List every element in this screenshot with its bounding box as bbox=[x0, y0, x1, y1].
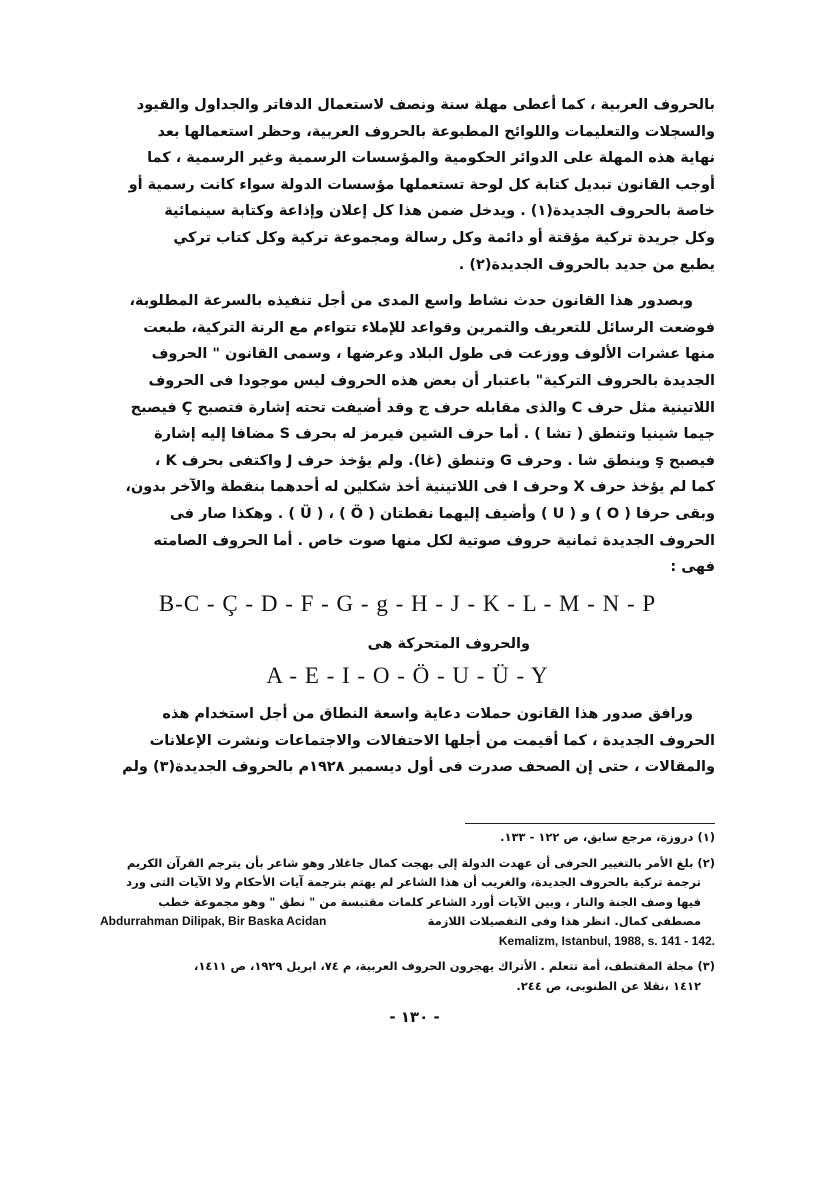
text-line: ورافق صدور هذا القانون حملات دعاية واسعة النطاق من أجل استخدام هذه bbox=[162, 706, 693, 723]
footnote-line: ترجمة تركية بالحروف الجديدة، والغريب أن هذا الشاعر لم يهتم بترجمة آيات الأحكام ولا الآيات التى ورد bbox=[126, 875, 701, 889]
text-line: وبصدور هذا القانون حدث نشاط واسع المدى من أجل تنفيذه بالسرعة المطلوبة، bbox=[129, 293, 693, 310]
text-line: نهاية هذه المهلة على الدوائر الحكومية والمؤسسات الرسمية وغير الرسمية ، كما bbox=[147, 150, 715, 167]
footnote-divider bbox=[465, 823, 715, 824]
text-line: خاصة بالحروف الجديدة(١) . ويدخل ضمن هذا كل إعلان وإذاعة وكتابة سينمائية bbox=[164, 203, 715, 220]
text-line: وكل جريدة تركية مؤقتة أو دائمة وكل رسالة ومجموعة تركية وكل كتاب تركي bbox=[173, 229, 715, 246]
paragraph-2 bbox=[100, 288, 715, 581]
text-line: الحروف الجديدة ، كما أقيمت من أجلها الاحتفالات والاجتماعات ونشرت الإعلانات bbox=[149, 732, 715, 749]
text-line: الجديدة بالحروف التركية" باعتبار أن بعض هذه الحروف ليس موجودا فى الحروف bbox=[148, 372, 715, 389]
text-line: كما لم يؤخذ حرف X وحرف I فى اللاتينية أخذ شكلين له أحدهما بنقطة والآخر بدون، bbox=[125, 479, 715, 496]
footnote-text: مصطفى كمال. انظر هذا وفى التفصيلات اللازمة bbox=[427, 914, 701, 928]
paragraph-3 bbox=[100, 701, 715, 781]
text-line: والمقالات ، حتى إن الصحف صدرت فى أول ديسمبر ١٩٢٨م بالحروف الجديدة(٣) ولم bbox=[122, 759, 715, 776]
text-line: يطبع من جديد بالحروف الجديدة(٢) . bbox=[458, 256, 715, 273]
footnote-line: ١٤١٢ ،نقلا عن الطنوبى، ص ٢٤٤. bbox=[516, 978, 701, 993]
text-line: فهى : bbox=[670, 559, 715, 576]
text-line: أوجب القانون تبديل كتابة كل لوحة تستعملها مؤسسات الدولة سواء كانت رسمية أو bbox=[128, 176, 715, 193]
footnote-line: (٣) مجلة المقتطف، أمة تتعلم . الأتراك يهجرون الحروف العربية، م ٧٤، ابريل ١٩٢٩، ص ١٤١١، bbox=[194, 959, 715, 973]
text-line: بالحروف العربية ، كما أعطى مهلة سنة ونصف لاستعمال الدفاتر والجداول والقيود bbox=[136, 97, 715, 113]
consonants-list: B-C - Ç - D - F - G - g - H - J - K - L - M - N - P bbox=[158, 590, 657, 616]
vowels-list: A - E - I - O - Ö - U - Ü - Y bbox=[266, 663, 549, 689]
page-number: - ١٣٠ - bbox=[389, 1008, 440, 1026]
footnote-citation: Abdurrahman Dilipak, Bir Baska Acidan bbox=[100, 914, 327, 928]
footnotes bbox=[100, 828, 715, 1002]
text-line: منها عشرات الألوف ووزعت فى طول البلاد وعرضها ، وسمى القانون " الحروف bbox=[151, 346, 715, 363]
footnote-1: (١) دروزة، مرجع سابق، ص ١٢٢ - ١٣٣. bbox=[500, 830, 715, 844]
footnote-line: فيها وصف الجنة والنار ، وبين الآيات أورد الشاعر كلمات مقتبسة من " نطق " وهو مجموعة خطب bbox=[158, 894, 701, 909]
text-line: اللاتينية مثل حرف C والذى مقابله حرف ج وقد أضيفت تحته إشارة فتصبح Ç فيصبح bbox=[130, 399, 715, 416]
text-line: الحروف الجديدة ثمانية حروف صوتية لكل منها صوت خاص . أما الحروف الصامته bbox=[153, 532, 715, 549]
vowels-heading: والحروف المتحركة هى bbox=[367, 635, 530, 652]
text-line: والسجلات والتعليمات واللوائح المطبوعة بالحروف العربية، وحظر استعمالها بعد bbox=[157, 123, 715, 140]
footnote-2 bbox=[100, 854, 715, 952]
text-line: وبقى حرفا ( O ) و ( U ) وأضيف إليهما نقطتان ( Ö ) ، ( Ü ) . وهكذا صار فى bbox=[169, 505, 715, 522]
paragraph-1 bbox=[100, 92, 715, 278]
main-text bbox=[100, 92, 715, 781]
footnote-citation-end: Kemalizm, Istanbul, 1988, s. 141 - 142. bbox=[498, 933, 715, 948]
text-line: فيصبح ş وينطق شا . وحرف G وتنطق (غا). ولم يؤخذ حرف J واكتفى بحرف K ، bbox=[154, 452, 715, 469]
footnote-3 bbox=[100, 957, 715, 996]
footnote-line-mixed bbox=[100, 912, 715, 932]
text-line: جيما شينيا وتنطق ( تشا ) . أما حرف الشين فيرمز له بحرف S مضافا إليه إشارة bbox=[154, 426, 715, 443]
text-line: فوضعت الرسائل للتعريف والتمرين وقواعد للإملاء تتواءم مع الرنة التركية، طبعت bbox=[143, 319, 715, 336]
footnote-line: (٢) بلغ الأمر بالتغيير الحرفى أن عهدت الدولة إلى بهجت كمال جاغلار وهو شاعر بأن يترجم القرآن الكريم bbox=[126, 855, 715, 870]
